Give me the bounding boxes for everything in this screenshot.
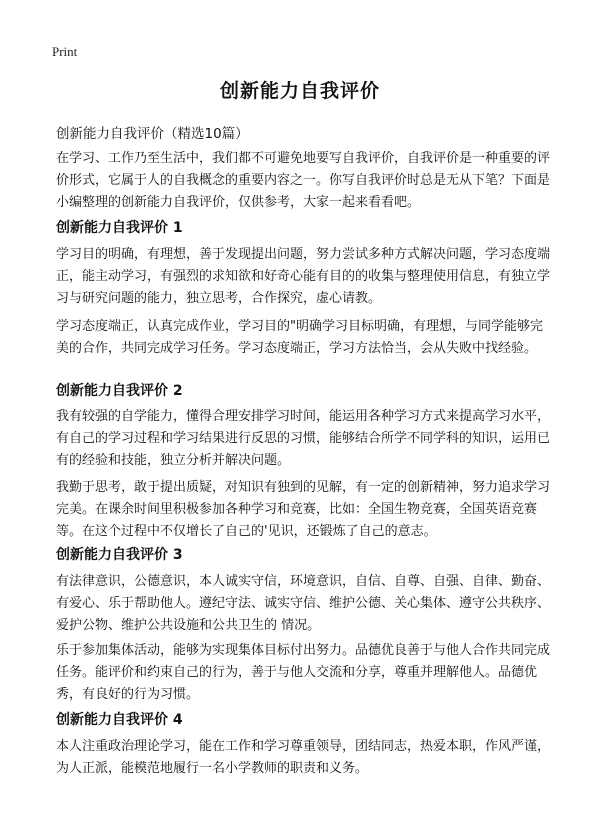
intro-paragraph: 在学习、工作乃至生活中，我们都不可避免地要写自我评价，自我评价是一种重要的评价形式，它属于人的自我概念的重要内容之一。你写自我评价时总是无从下笔？下面是小编整理的创新能力自我评价，仅供参考，大家一起来看看吧。: [56, 151, 551, 210]
section-3-heading: 创新能力自我评价 3: [56, 547, 183, 563]
section-3-paragraph-2: 乐于参加集体活动，能够为实现集体目标付出努力。品德优良善于与他人合作共同完成任务。能评价和约束自己的行为，善于与他人交流和分享，尊重并理解他人。品德优秀，有良好的行为习惯。: [56, 643, 551, 702]
section-1-paragraph-2: 学习态度端正，认真完成作业，学习目的"明确学习目标明确，有理想，与同学能够完美的合作，共同完成学习任务。学习态度端正，学习方法恰当，会从失败中找经验。: [56, 319, 543, 356]
section-2-paragraph-1: 我有较强的自学能力，懂得合理安排学习时间，能运用各种学习方式来提高学习水平，有自己的学习过程和学习结果进行反思的习惯，能够结合所学不同学科的知识，运用已有的经验和技能，独立分析并解决问题。: [56, 409, 551, 468]
section-2-heading: 创新能力自我评价 2: [56, 383, 183, 399]
section-4-paragraph-1: 本人注重政治理论学习，能在工作和学习尊重领导，团结同志，热爱本职，作风严谨，为人正派，能模范地履行一名小学教师的职责和义务。: [56, 739, 551, 776]
page-title: 创新能力自我评价: [219, 80, 380, 102]
print-link[interactable]: Print: [52, 44, 78, 59]
section-1-heading: 创新能力自我评价 1: [56, 220, 183, 236]
section-2-paragraph-2: 我勤于思考，敢于提出质疑，对知识有独到的见解，有一定的创新精神，努力追求学习完美。在课余时间里积极参加各种学习和竞赛，比如：全国生物竞赛，全国英语竞赛等。在这个过程中不仅增长了自己的'见识，还锻炼了自己的意志。: [56, 480, 551, 539]
document-subtitle: 创新能力自我评价（精选10篇）: [56, 126, 249, 142]
section-1-paragraph-1: 学习目的明确，有理想，善于发现提出问题，努力尝试多种方式解决问题，学习态度端正，能主动学习，有强烈的求知欲和好奇心能有目的的收集与整理使用信息，有独立学习与研究问题的能力，独立思考，合作探究，虚心请教。: [56, 247, 551, 306]
section-4-heading: 创新能力自我评价 4: [56, 712, 183, 728]
section-3-paragraph-1: 有法律意识，公德意识，本人诚实守信，环境意识，自信、自尊、自强、自律、勤奋、有爱心、乐于帮助他人。遵纪守法、诚实守信、维护公德、关心集体、遵守公共秩序、爱护公物、维护公共设施和公共卫生的 情况。: [56, 574, 551, 633]
